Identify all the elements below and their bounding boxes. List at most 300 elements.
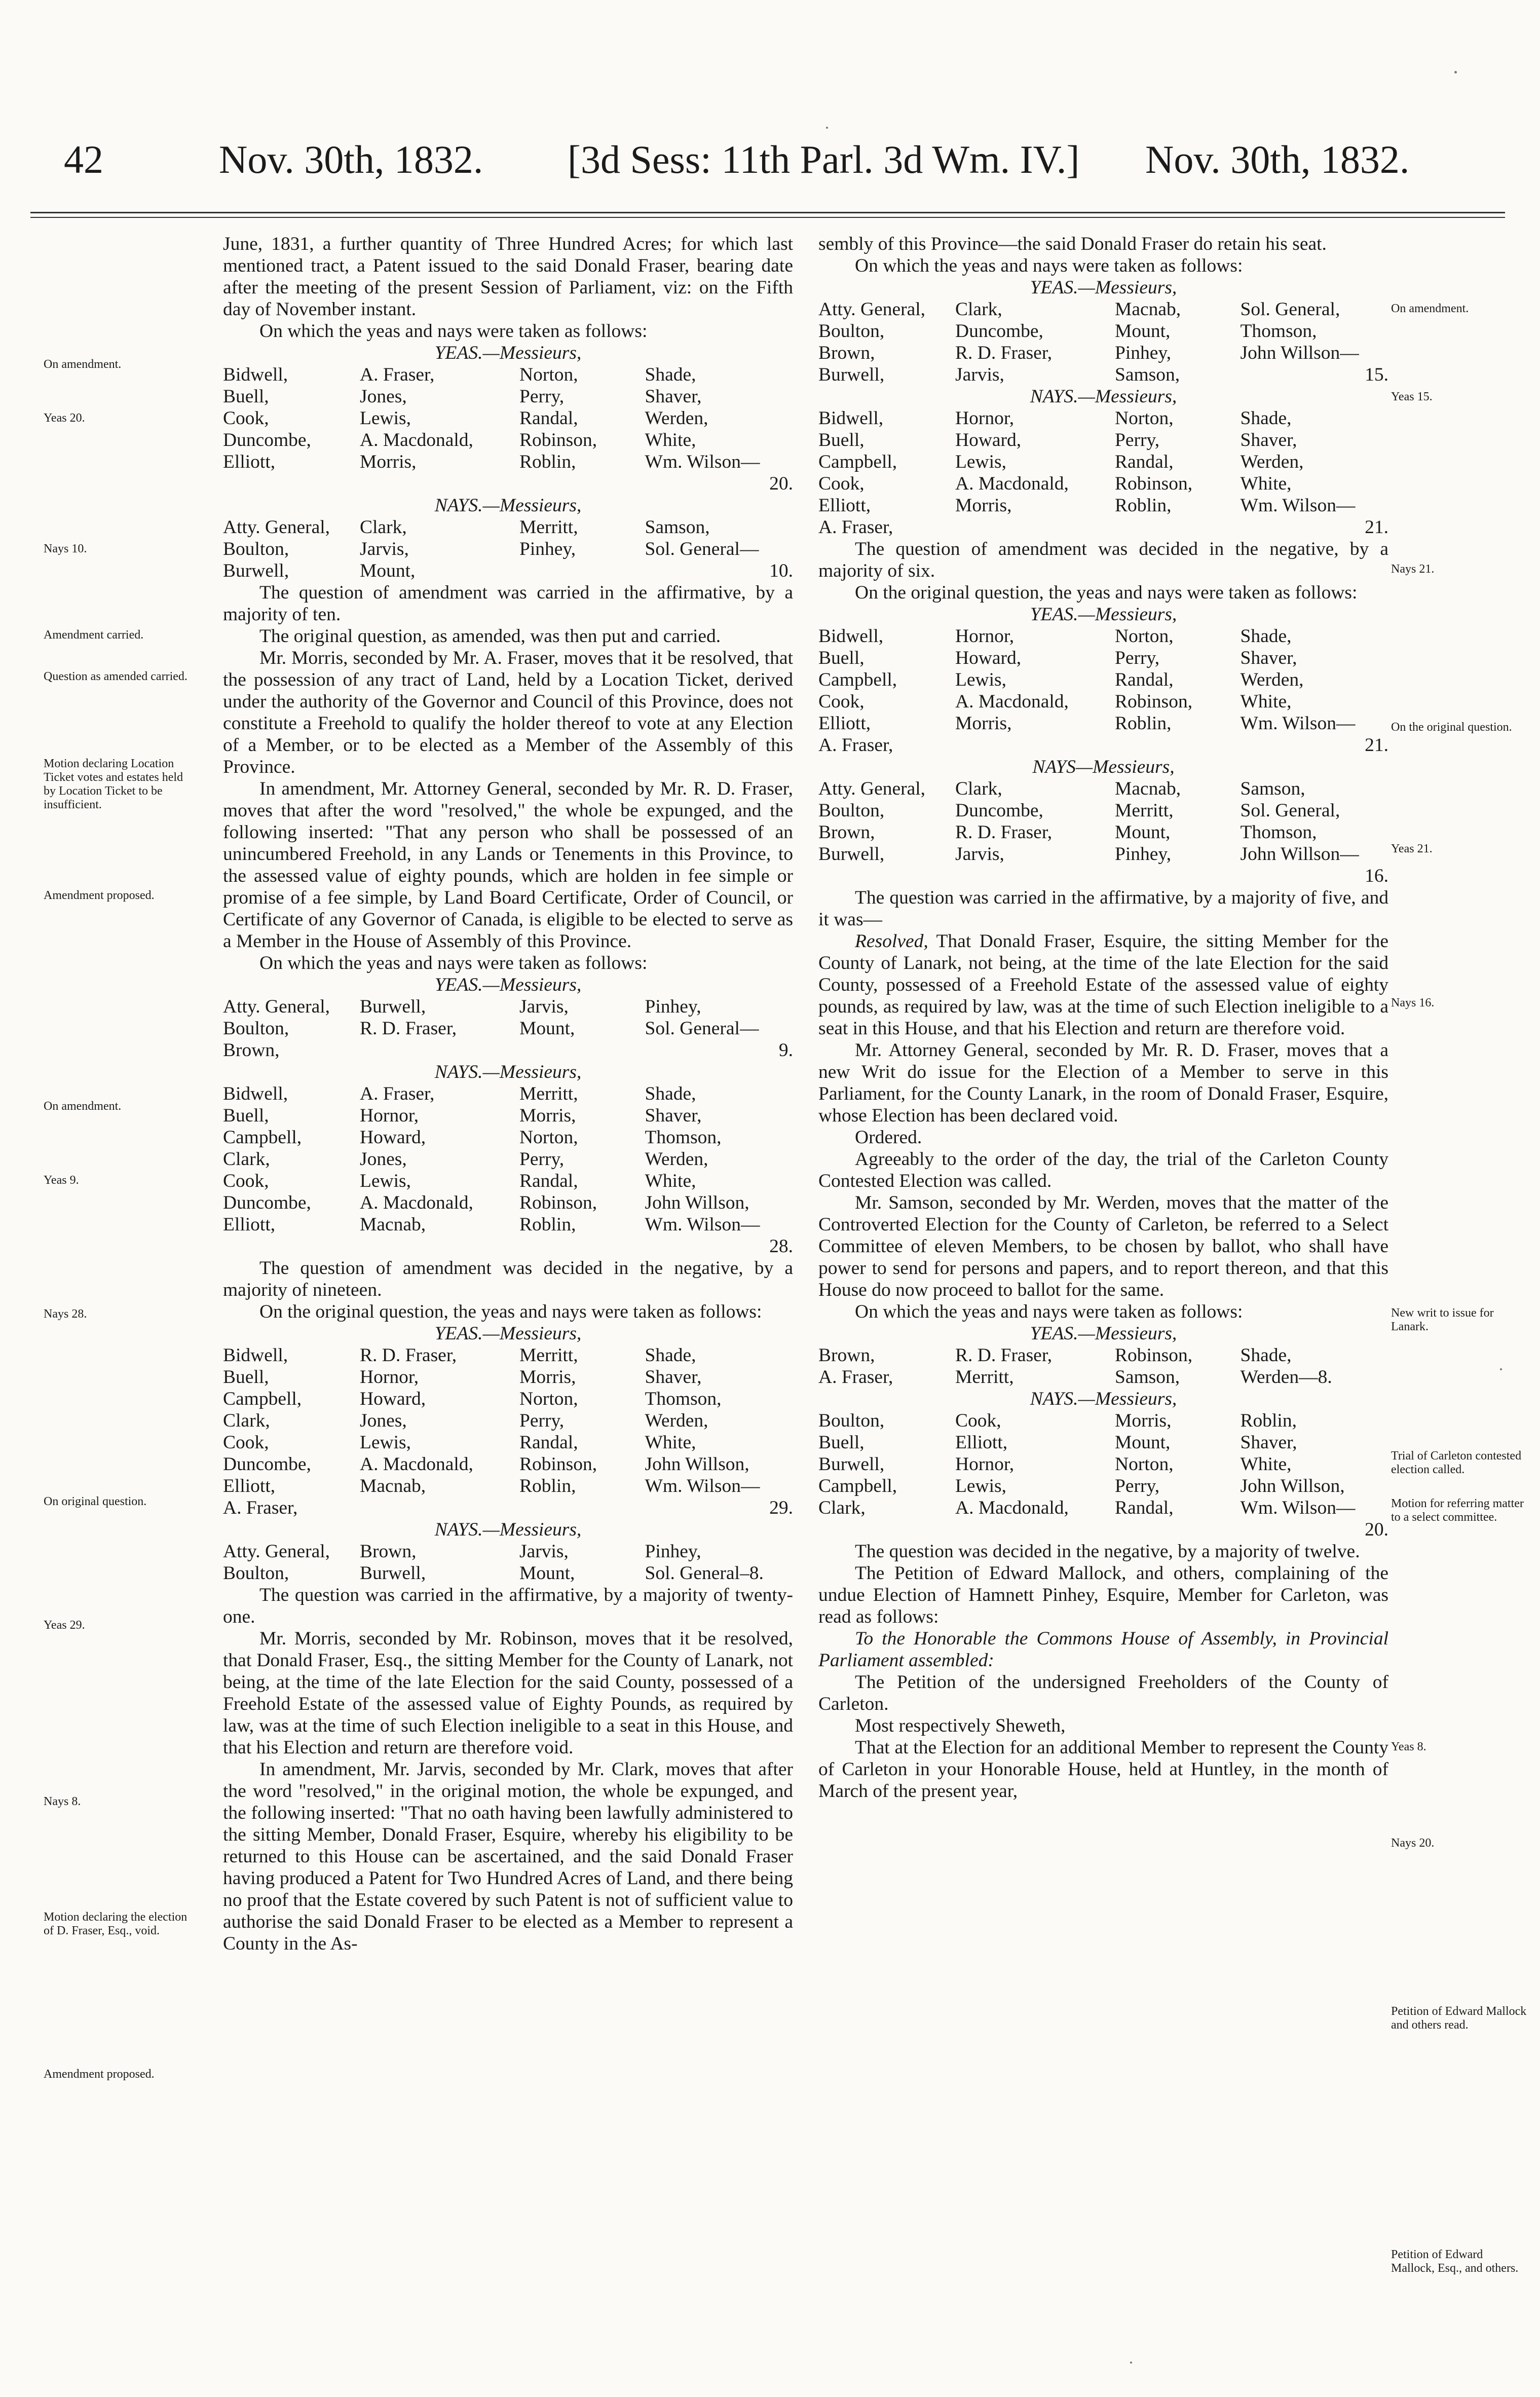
paragraph: In amendment, Mr. Jarvis, seconded by Mr. Clark, moves that after the word "resolved," in the original motion, the whole be expunged, and the following inserted: "That no oath having been lawfully administered to the sitting Member, Donald Fraser, Esquire, whereby his eligibility to be returned to this House can be ascertained, and the said Donald Fraser having produced a Patent for Two Hundred Acres of Land, and there being no proof that the Estate covered by such Patent is not of sufficient value to authorise the said Donald Fraser to be elected as a Member to represent a County in the As-: [223, 1759, 793, 1954]
nays-table: [223, 1541, 793, 1584]
member-name: Roblin,: [1115, 713, 1172, 734]
page-number: 42: [64, 137, 103, 181]
member-name: Roblin,: [519, 1214, 576, 1235]
yeas-heading: YEAS.—Messieurs,: [1030, 277, 1177, 298]
member-name: Roblin,: [1240, 1410, 1297, 1431]
member-name: Duncombe,: [223, 430, 311, 451]
paragraph: On the original question, the yeas and nays were taken as follows:: [259, 1301, 762, 1322]
member-name: Campbell,: [223, 1127, 302, 1148]
member-name: Mount,: [1115, 321, 1171, 342]
member-name: Buell,: [223, 386, 269, 407]
vote-row: [223, 1388, 793, 1410]
vote-row: [223, 1214, 793, 1235]
member-name: Hornor,: [360, 1367, 419, 1388]
paragraph: sembly of this Province—the said Donald Fraser do retain his seat.: [818, 234, 1327, 254]
header-date-right: Nov. 30th, 1832.: [1145, 137, 1410, 181]
margin-note: Question as amended carried.: [44, 670, 187, 683]
member-name: Norton,: [1115, 1454, 1174, 1475]
member-name: Randal,: [1115, 1497, 1174, 1518]
member-name: Bidwell,: [223, 364, 288, 385]
vote-row: [223, 364, 793, 386]
paper-speck: [1500, 1368, 1502, 1370]
member-name: Shaver,: [645, 386, 702, 407]
margin-note: On amendment.: [44, 358, 122, 371]
vote-total: 28.: [769, 1236, 793, 1257]
margin-note: Nays 20.: [1391, 1837, 1435, 1850]
member-name: Duncombe,: [955, 321, 1043, 342]
member-name: R. D. Fraser,: [360, 1018, 457, 1039]
resolved-text: That Donald Fraser, Esquire, the sitting Member for the County of Lanark, not being, at the time of the late Election for the said County, possessed of a Freehold Estate of the assessed value of eighty pounds, as required by law, was at the time of such Election ineligible to a seat in this House, and that his Election and return are therefore void.: [818, 931, 1388, 1039]
paragraph: Agreeably to the order of the day, the trial of the Carleton County Contested Election was called.: [818, 1149, 1388, 1191]
member-name: Wm. Wilson—: [1240, 495, 1356, 516]
vote-row: [223, 1562, 793, 1584]
margin-note: Yeas 20.: [44, 411, 85, 425]
member-name: Pinhey,: [1115, 844, 1172, 865]
paper-speck: [1454, 71, 1457, 73]
member-name: Burwell,: [818, 1454, 885, 1475]
margin-note: Motion for referring matter to a select committee.: [1391, 1497, 1524, 1524]
member-name: Randal,: [519, 1171, 578, 1191]
member-name: Morris,: [955, 495, 1012, 516]
vote-total: 20.: [769, 473, 793, 494]
member-name: Campbell,: [223, 1389, 302, 1409]
member-name: Sol. General–8.: [645, 1563, 764, 1584]
member-name: Shade,: [1240, 1345, 1292, 1366]
vote-row: [223, 1541, 793, 1562]
member-name: John Willson,: [645, 1192, 749, 1213]
vote-total: 15.: [1365, 364, 1388, 385]
member-name: Elliott,: [818, 495, 871, 516]
member-name: Macnab,: [360, 1214, 426, 1235]
vote-row: [818, 1475, 1388, 1497]
vote-row: [818, 1497, 1388, 1519]
member-name: Mount,: [1115, 1432, 1171, 1453]
member-name: Thomson,: [645, 1127, 722, 1148]
header-rule-top: [30, 212, 1505, 213]
member-name: Duncombe,: [223, 1192, 311, 1213]
member-name: Bidwell,: [818, 408, 884, 429]
vote-row: [818, 669, 1388, 691]
vote-row: [818, 1366, 1388, 1388]
member-name: Elliott,: [955, 1432, 1008, 1453]
member-name: Burwell,: [360, 1563, 426, 1584]
member-name: A. Fraser,: [818, 735, 893, 756]
member-name: Cook,: [818, 691, 865, 712]
member-name: Werden,: [1240, 669, 1304, 690]
member-name: A. Macdonald,: [955, 1497, 1069, 1518]
margin-note: Nays 8.: [44, 1795, 81, 1808]
paper-speck: [1130, 2362, 1132, 2364]
member-name: Jarvis,: [955, 364, 1004, 385]
member-name: Clark,: [223, 1410, 270, 1431]
member-name: Clark,: [360, 517, 407, 538]
member-name: Pinhey,: [645, 996, 701, 1017]
member-name: Shaver,: [645, 1105, 702, 1126]
member-name: Burwell,: [818, 844, 885, 865]
paragraph: That at the Election for an additional Member to represent the County of Carleton in your Honorable House, held at Huntley, in the month of March of the present year,: [818, 1737, 1388, 1802]
member-name: Buell,: [818, 430, 865, 451]
member-name: Samson,: [645, 517, 710, 538]
member-name: Brown,: [360, 1541, 417, 1562]
member-name: Sol. General—: [645, 539, 759, 559]
member-name: Shade,: [1240, 626, 1292, 647]
member-name: Werden,: [1240, 452, 1304, 472]
member-name: Norton,: [519, 364, 578, 385]
header-date-left: Nov. 30th, 1832.: [219, 137, 483, 181]
paragraph: On which the yeas and nays were taken as follows:: [259, 321, 648, 342]
vote-row: [223, 1475, 793, 1497]
paragraph: The question of amendment was carried in the affirmative, by a majority of ten.: [223, 582, 793, 625]
member-name: Merritt,: [519, 1083, 578, 1104]
vote-row: [818, 320, 1388, 342]
member-name: Shade,: [645, 364, 696, 385]
member-name: Randal,: [519, 408, 578, 429]
yeas-heading: YEAS.—Messieurs,: [434, 343, 582, 363]
nays-heading: NAYS.—Messieurs,: [434, 1519, 582, 1540]
member-name: Elliott,: [223, 452, 276, 472]
vote-row: [818, 778, 1388, 800]
member-name: Sol. General—: [645, 1018, 759, 1039]
paragraph: Mr. Samson, seconded by Mr. Werden, moves that the matter of the Controverted Election for the County of Carleton, be referred to a Select Committee of eleven Members, to be chosen by ballot, who shall have power to send for persons and papers, and to report thereon, and that this House do now proceed to ballot for the same.: [818, 1192, 1388, 1300]
paragraph: In amendment, Mr. Attorney General, seconded by Mr. R. D. Fraser, moves that after the word "resolved," the whole be expunged, and the following inserted: "That any person who shall be possessed of an unincumbered Freehold, in any Lands or Tenements in this Province, to the assessed value of eighty pounds, which are holden in fee simple or promise of a fee simple, by Land Board Certificate, Order of Council, or Certificate of any Governor of Canada, is eligible to be elected to serve as a Member in the House of Assembly of this Province.: [223, 778, 793, 952]
member-name: Bidwell,: [223, 1345, 288, 1366]
margin-note: Nays 16.: [1391, 996, 1435, 1009]
vote-block: [818, 277, 1388, 538]
member-name: Pinhey,: [645, 1541, 701, 1562]
nays-table: [223, 1083, 793, 1235]
vote-block: [223, 974, 793, 1257]
member-name: Shaver,: [1240, 430, 1297, 451]
member-name: White,: [645, 1171, 696, 1191]
paragraph: Mr. Morris, seconded by Mr. A. Fraser, moves that it be resolved, that the possession of any tract of Land, held by a Location Ticket, derived under the authority of the Governor and Council of this Province, does not constitute a Freehold to qualify the holder thereof to vote at any Election of a Member, or to be elected as a Member of the Assembly of this Province.: [223, 648, 793, 777]
member-name: Morris,: [360, 452, 417, 472]
member-name: Atty. General,: [818, 299, 926, 320]
member-name: Lewis,: [955, 1476, 1007, 1496]
member-name: Bidwell,: [223, 1083, 288, 1104]
vote-row: [223, 1453, 793, 1475]
member-name: Macnab,: [1115, 299, 1181, 320]
vote-row: [818, 407, 1388, 429]
member-name: Bidwell,: [818, 626, 884, 647]
member-name: Boulton,: [818, 800, 885, 821]
member-name: Jones,: [360, 1410, 407, 1431]
member-name: Wm. Wilson—: [1240, 1497, 1356, 1518]
vote-total: 21.: [1365, 735, 1388, 756]
left-column: [223, 233, 793, 1955]
member-name: Atty. General,: [818, 778, 926, 799]
member-name: Perry,: [519, 1149, 565, 1170]
member-name: Norton,: [519, 1127, 578, 1148]
member-name: Lewis,: [955, 669, 1007, 690]
margin-note: Motion declaring Location Ticket votes and estates held by Location Ticket to be insufficient.: [44, 757, 183, 811]
yeas-heading: YEAS.—Messieurs,: [434, 1323, 582, 1344]
vote-total: 16.: [1365, 866, 1388, 886]
vote-total: 21.: [1365, 517, 1388, 538]
nays-heading: NAYS.—Messieurs,: [1030, 386, 1177, 407]
nays-heading: NAYS.—Messieurs,: [434, 1062, 582, 1082]
member-name: Atty. General,: [223, 1541, 330, 1562]
member-name: Robinson,: [519, 1454, 597, 1475]
member-name: Cook,: [818, 473, 865, 494]
member-name: Lewis,: [360, 408, 411, 429]
member-name: Brown,: [818, 343, 875, 363]
vote-row: [223, 451, 793, 473]
vote-block: [223, 1323, 793, 1584]
margin-note: Amendment carried.: [44, 628, 144, 642]
paragraph: The question of amendment was decided in the negative, by a majority of six.: [818, 539, 1388, 581]
member-name: Boulton,: [223, 1018, 289, 1039]
margin-note: On the original question.: [1391, 721, 1512, 734]
vote-row: [223, 1344, 793, 1366]
member-name: John Willson,: [1240, 1476, 1345, 1496]
member-name: Roblin,: [1115, 495, 1172, 516]
member-name: Boulton,: [223, 1563, 289, 1584]
vote-row: [223, 429, 793, 451]
vote-row: [223, 1170, 793, 1192]
margin-note: Petition of Edward Mallock, Esq., and others.: [1391, 2248, 1519, 2275]
margin-note: On original question.: [44, 1495, 147, 1508]
member-name: Macnab,: [360, 1476, 426, 1496]
petition-address: To the Honorable the Commons House of Assembly, in Provincial Parliament assembled:: [818, 1628, 1388, 1671]
margin-note: Nays 28.: [44, 1307, 87, 1321]
member-name: Elliott,: [223, 1476, 276, 1496]
vote-block: [818, 1323, 1388, 1541]
member-name: Shaver,: [645, 1367, 702, 1388]
member-name: Wm. Wilson—: [645, 452, 760, 472]
member-name: A. Macdonald,: [955, 473, 1069, 494]
member-name: Clark,: [818, 1497, 866, 1518]
member-name: Wm. Wilson—: [1240, 713, 1356, 734]
vote-row: [223, 1432, 793, 1453]
member-name: Boulton,: [818, 1410, 885, 1431]
vote-row: [818, 625, 1388, 647]
margin-note: Amendment proposed.: [44, 889, 155, 902]
member-name: Norton,: [1115, 408, 1174, 429]
vote-row: [223, 386, 793, 407]
vote-row: [818, 713, 1388, 734]
member-name: A. Fraser,: [818, 1367, 893, 1388]
member-name: Brown,: [818, 822, 875, 843]
member-name: Brown,: [818, 1345, 875, 1366]
vote-total: 29.: [769, 1497, 793, 1518]
member-name: Campbell,: [818, 669, 897, 690]
member-name: Boulton,: [818, 321, 885, 342]
member-name: John Willson—: [1240, 343, 1359, 363]
member-name: Randal,: [519, 1432, 578, 1453]
member-name: Hornor,: [360, 1105, 419, 1126]
margin-note: Amendment proposed.: [44, 2068, 155, 2081]
member-name: Shaver,: [1240, 648, 1297, 668]
member-name: Buell,: [223, 1367, 269, 1388]
member-name: Hornor,: [955, 1454, 1015, 1475]
vote-row: [818, 821, 1388, 843]
nays-table: [818, 1410, 1388, 1519]
member-name: Morris,: [519, 1105, 576, 1126]
member-name: Merritt,: [519, 1345, 578, 1366]
member-name: Burwell,: [818, 364, 885, 385]
vote-row: [818, 1410, 1388, 1432]
member-name: Shade,: [1240, 408, 1292, 429]
member-name: Clark,: [955, 299, 1002, 320]
paragraph: Ordered.: [855, 1127, 922, 1148]
member-name: Mount,: [519, 1018, 575, 1039]
vote-row: [818, 429, 1388, 451]
member-name: Howard,: [360, 1127, 426, 1148]
member-name: White,: [645, 430, 696, 451]
margin-note: Trial of Carleton contested election called.: [1391, 1449, 1522, 1476]
member-name: Shaver,: [1240, 1432, 1297, 1453]
paragraph: Mr. Morris, seconded by Mr. Robinson, moves that it be resolved, that Donald Fraser, Esq., the sitting Member for the County of Lanark, not being, at the time of the late Election for the said County, possessed of a Freehold Estate of the assessed value of Eighty Pounds, as required by law, was at the time of such Election ineligible to a seat in this House, and that his Election and return are therefore void.: [223, 1628, 793, 1758]
yeas-heading: YEAS.—Messieurs,: [1030, 604, 1177, 625]
vote-row: [818, 647, 1388, 669]
paragraph: The question was carried in the affirmative, by a majority of five, and it was—: [818, 887, 1388, 930]
member-name: Robinson,: [1115, 473, 1193, 494]
margin-note: Yeas 9.: [44, 1174, 79, 1187]
margin-note: Petition of Edward Mallock and others read.: [1391, 2005, 1527, 2032]
paragraph: The question of amendment was decided in the negative, by a majority of nineteen.: [223, 1258, 793, 1300]
member-name: Samson,: [1240, 778, 1305, 799]
member-name: Buell,: [818, 1432, 865, 1453]
vote-row: [223, 538, 793, 560]
yeas-heading: YEAS.—Messieurs,: [1030, 1323, 1177, 1344]
margin-note: Yeas 29.: [44, 1619, 85, 1632]
member-name: Pinhey,: [1115, 343, 1172, 363]
header-session: [3d Sess: 11th Parl. 3d Wm. IV.]: [568, 137, 1080, 181]
member-name: White,: [645, 1432, 696, 1453]
vote-row: [223, 996, 793, 1018]
paragraph: Mr. Attorney General, seconded by Mr. R. D. Fraser, moves that a new Writ do issue for the Election of a Member to serve in this Parliament, for the County Lanark, in the room of Donald Fraser, Esquire, whose Election has been declared void.: [818, 1040, 1388, 1126]
member-name: A. Fraser,: [360, 364, 435, 385]
paper-speck: [826, 127, 828, 129]
member-name: Shade,: [645, 1345, 696, 1366]
member-name: Howard,: [955, 648, 1022, 668]
nays-table: [818, 778, 1388, 865]
member-name: Samson,: [1115, 364, 1180, 385]
vote-block: [818, 604, 1388, 887]
member-name: John Willson—: [1240, 844, 1359, 865]
member-name: Norton,: [1115, 626, 1174, 647]
member-name: Macnab,: [1115, 778, 1181, 799]
yeas-table: [223, 364, 793, 473]
member-name: Randal,: [1115, 452, 1174, 472]
member-name: Perry,: [1115, 430, 1160, 451]
margin-note: Nays 21.: [1391, 563, 1435, 576]
member-name: Wm. Wilson—: [645, 1214, 760, 1235]
member-name: Duncombe,: [955, 800, 1043, 821]
member-name: Roblin,: [519, 1476, 576, 1496]
vote-row: [223, 1192, 793, 1214]
member-name: Jarvis,: [360, 539, 409, 559]
vote-row: [818, 495, 1388, 516]
vote-total: 20.: [1365, 1519, 1388, 1540]
margin-note: Nays 10.: [44, 542, 87, 555]
member-name: Robinson,: [519, 1192, 597, 1213]
member-name: Shade,: [645, 1083, 696, 1104]
member-name: Sol. General,: [1240, 800, 1340, 821]
member-name: Buell,: [223, 1105, 269, 1126]
vote-row: [223, 407, 793, 429]
member-name: A. Fraser,: [360, 1083, 435, 1104]
member-name: Brown,: [223, 1040, 280, 1061]
paragraph: June, 1831, a further quantity of Three Hundred Acres; for which last mentioned tract, a Patent issued to the said Donald Fraser, bearing date after the meeting of the present Session of Parliament, viz: on the Fifth day of November instant.: [223, 234, 793, 320]
vote-row: [223, 1366, 793, 1388]
member-name: Robinson,: [1115, 691, 1193, 712]
paragraph: On the original question, the yeas and nays were taken as follows:: [855, 582, 1358, 603]
member-name: Norton,: [519, 1389, 578, 1409]
member-name: Cook,: [955, 1410, 1001, 1431]
member-name: Werden,: [645, 408, 708, 429]
paragraph: The question was carried in the affirmative, by a majority of twenty-one.: [223, 1585, 793, 1627]
yeas-table: [223, 1344, 793, 1519]
nays-heading: NAYS—Messieurs,: [1032, 757, 1175, 777]
member-name: Jones,: [360, 386, 407, 407]
vote-block: [223, 342, 793, 582]
member-name: A. Macdonald,: [955, 691, 1069, 712]
vote-row: [223, 516, 793, 538]
member-name: Duncombe,: [223, 1454, 311, 1475]
margin-note: Yeas 15.: [1391, 390, 1433, 403]
vote-row: [223, 1018, 793, 1039]
page-header: [41, 129, 1495, 190]
member-name: Morris,: [955, 713, 1012, 734]
nays-heading: NAYS.—Messieurs,: [1030, 1389, 1177, 1409]
vote-row: [818, 451, 1388, 473]
member-name: Perry,: [1115, 648, 1160, 668]
margin-note: Yeas 8.: [1391, 1740, 1426, 1753]
member-name: Atty. General,: [223, 517, 330, 538]
member-name: Thomson,: [1240, 822, 1317, 843]
member-name: Jarvis,: [519, 1541, 569, 1562]
member-name: R. D. Fraser,: [955, 343, 1053, 363]
member-name: Hornor,: [955, 626, 1015, 647]
member-name: Cook,: [223, 1171, 269, 1191]
member-name: Campbell,: [818, 1476, 897, 1496]
vote-row: [223, 1148, 793, 1170]
nays-heading: NAYS.—Messieurs,: [434, 495, 582, 516]
member-name: White,: [1240, 1454, 1292, 1475]
member-name: A. Macdonald,: [360, 1192, 473, 1213]
member-name: A. Macdonald,: [360, 1454, 473, 1475]
vote-row: [818, 1453, 1388, 1475]
member-name: Morris,: [519, 1367, 576, 1388]
member-name: Cook,: [223, 408, 269, 429]
member-name: Werden—8.: [1240, 1367, 1332, 1388]
member-name: A. Macdonald,: [360, 430, 473, 451]
member-name: Merritt,: [1115, 800, 1174, 821]
member-name: Jarvis,: [519, 996, 569, 1017]
header-rule-bottom: [30, 217, 1505, 218]
member-name: Perry,: [1115, 1476, 1160, 1496]
member-name: Burwell,: [223, 560, 289, 581]
member-name: R. D. Fraser,: [955, 1345, 1053, 1366]
vote-row: [818, 800, 1388, 821]
vote-row: [818, 1432, 1388, 1453]
member-name: Cook,: [223, 1432, 269, 1453]
vote-row: [818, 843, 1388, 865]
member-name: Jarvis,: [955, 844, 1004, 865]
member-name: Thomson,: [645, 1389, 722, 1409]
paragraph: The original question, as amended, was then put and carried.: [259, 626, 721, 647]
vote-total: 10.: [769, 560, 793, 581]
vote-total: 9.: [778, 1040, 793, 1061]
member-name: Robinson,: [1115, 1345, 1193, 1366]
yeas-heading: YEAS.—Messieurs,: [434, 975, 582, 995]
member-name: Mount,: [1115, 822, 1171, 843]
member-name: Atty. General,: [223, 996, 330, 1017]
vote-row: [818, 298, 1388, 320]
vote-row: [818, 691, 1388, 713]
member-name: R. D. Fraser,: [360, 1345, 457, 1366]
